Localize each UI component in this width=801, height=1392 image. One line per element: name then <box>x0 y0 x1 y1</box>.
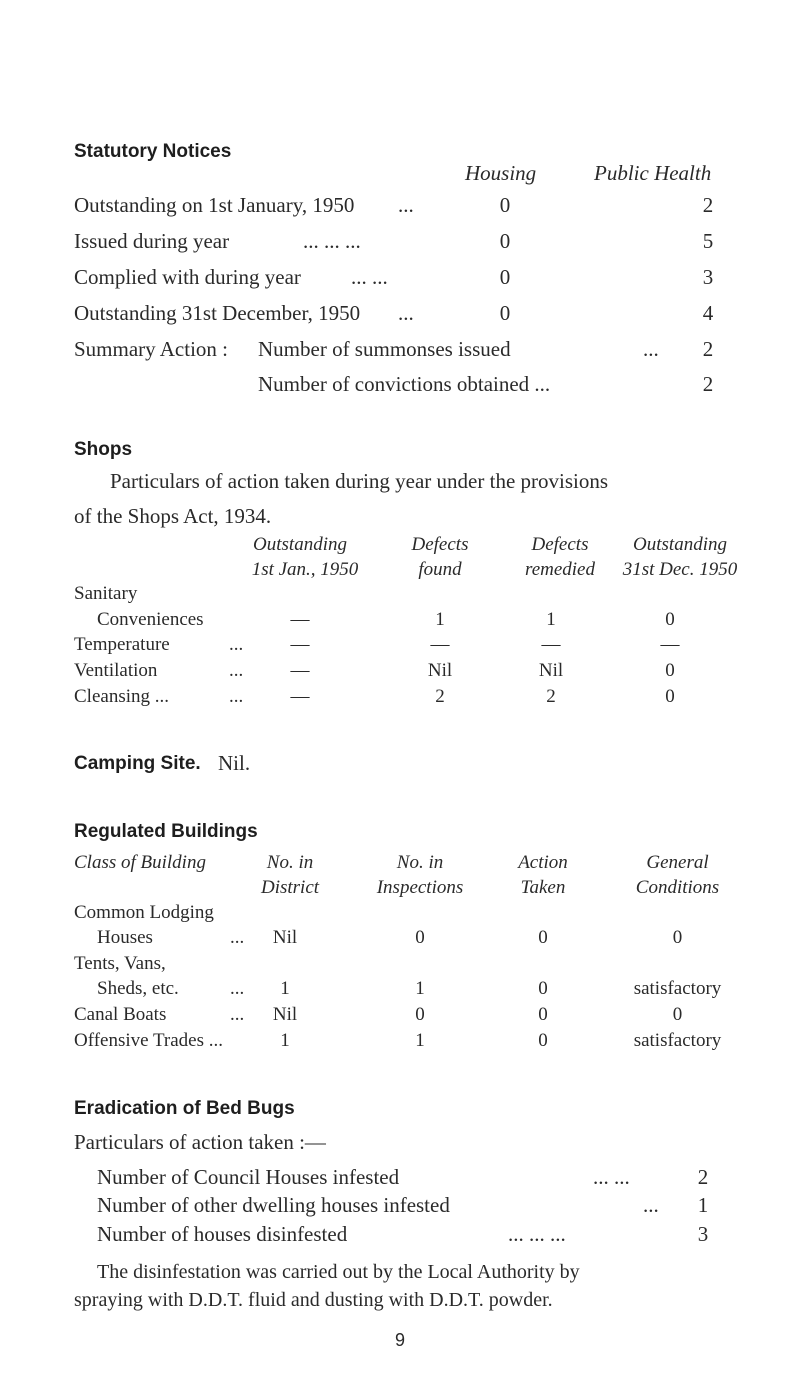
regulated-buildings-heading: Regulated Buildings <box>74 821 258 842</box>
statutory-row-public-health: 2 <box>702 193 714 217</box>
regulated-col-general-header: General <box>646 852 709 873</box>
regulated-row-general: 0 <box>672 1004 683 1025</box>
regulated-row-label: Tents, Vans, <box>74 953 166 974</box>
regulated-col-action-header: Action <box>518 852 568 873</box>
bed-bugs-row-label: Number of other dwelling houses infested <box>97 1193 450 1217</box>
bed-bugs-row-value: 1 <box>697 1193 709 1217</box>
shops-row-outstanding-dec: 0 <box>665 609 675 630</box>
bed-bugs-heading: Eradication of Bed Bugs <box>74 1098 295 1119</box>
regulated-row-dots: ... <box>230 978 245 999</box>
regulated-row-action: 0 <box>538 978 548 999</box>
bed-bugs-paragraph-line: The disinfestation was carried out by the Local Authority by <box>97 1261 580 1283</box>
shops-row-found: 2 <box>435 686 445 707</box>
shops-sanitary-label: Sanitary <box>74 583 138 604</box>
shops-row-outstanding: — <box>290 686 310 707</box>
shops-col-defects-remedied-header: Defects <box>531 534 589 555</box>
shops-col-outstanding-dec-header: Outstanding <box>633 534 727 555</box>
statutory-notices-heading: Statutory Notices <box>74 141 232 162</box>
regulated-row-inspections: 1 <box>415 978 425 999</box>
bed-bugs-paragraph-line: spraying with D.D.T. fluid and dusting with D.D.T. powder. <box>74 1289 553 1311</box>
regulated-row-district: Nil <box>272 927 298 948</box>
public-health-column-header: Public Health <box>594 161 712 185</box>
shops-row-found: Nil <box>427 660 453 681</box>
shops-row-outstanding-dec: — <box>660 634 680 655</box>
regulated-row-label: Sheds, etc. <box>97 978 179 999</box>
housing-column-header: Housing <box>465 161 537 185</box>
regulated-col-class-header: Class of Building <box>74 852 206 873</box>
regulated-row-label: Common Lodging <box>74 902 214 923</box>
regulated-col-district-sub: District <box>260 877 320 898</box>
shops-row-outstanding: — <box>290 634 310 655</box>
statutory-row-dots: ... ... ... <box>303 229 361 253</box>
regulated-row-district: 1 <box>280 1030 290 1051</box>
shops-col-outstanding-jan-date: 1st Jan., 1950 <box>251 559 359 580</box>
convictions-label: Number of convictions obtained ... <box>258 372 551 396</box>
shops-row-remedied: Nil <box>538 660 564 681</box>
bed-bugs-row-label: Number of Council Houses infested <box>97 1165 400 1189</box>
regulated-col-general-sub: Conditions <box>635 877 720 898</box>
statutory-row-dots: ... <box>398 301 414 325</box>
bed-bugs-row-value: 2 <box>697 1165 709 1189</box>
statutory-row-dots: ... <box>398 193 414 217</box>
shops-row-outstanding-dec: 0 <box>665 686 675 707</box>
shops-row-dots: ... <box>229 634 244 655</box>
regulated-row-action: 0 <box>538 927 548 948</box>
statutory-row-housing: 0 <box>499 265 511 289</box>
regulated-row-inspections: 0 <box>415 927 425 948</box>
bed-bugs-row-dots: ... ... ... <box>508 1222 566 1246</box>
shops-paragraph-line: Particulars of action taken during year under the provisions <box>110 469 609 493</box>
shops-row-dots: ... <box>229 686 244 707</box>
shops-row-found: — <box>430 634 450 655</box>
shops-row-outstanding: — <box>290 609 310 630</box>
regulated-row-inspections: 1 <box>415 1030 425 1051</box>
bed-bugs-row-dots: ... ... <box>593 1165 630 1189</box>
statutory-row-public-health: 5 <box>702 229 714 253</box>
regulated-row-general: satisfactory <box>633 978 722 999</box>
regulated-row-action: 0 <box>538 1030 548 1051</box>
shops-row-remedied: 2 <box>546 686 556 707</box>
shops-row-label: Cleansing ... <box>74 686 169 707</box>
regulated-row-label: Canal Boats <box>74 1004 167 1025</box>
statutory-row-label: Outstanding on 1st January, 1950 <box>74 193 355 217</box>
regulated-col-action-sub: Taken <box>520 877 566 898</box>
statutory-row-housing: 0 <box>499 229 511 253</box>
regulated-row-dots: ... <box>230 927 245 948</box>
regulated-col-district-header: No. in <box>266 852 314 873</box>
regulated-row-general: satisfactory <box>633 1030 722 1051</box>
shops-row-label: Ventilation <box>74 660 158 681</box>
regulated-row-district: Nil <box>272 1004 298 1025</box>
statutory-row-housing: 0 <box>499 301 511 325</box>
regulated-col-inspections-header: No. in <box>396 852 444 873</box>
shops-row-label: Conveniences <box>97 609 204 630</box>
regulated-col-inspections-sub: Inspections <box>376 877 464 898</box>
statutory-row-label: Complied with during year <box>74 265 301 289</box>
regulated-row-label: Offensive Trades ... <box>74 1030 224 1051</box>
statutory-row-label: Issued during year <box>74 229 230 253</box>
regulated-row-label: Houses <box>97 927 153 948</box>
shops-col-outstanding-jan-header: Outstanding <box>253 534 347 555</box>
shops-row-found: 1 <box>435 609 445 630</box>
statutory-row-public-health: 4 <box>702 301 714 325</box>
statutory-row-label: Outstanding 31st December, 1950 <box>74 301 361 325</box>
summonses-value: 2 <box>702 337 714 361</box>
summonses-dots: ... <box>643 337 659 361</box>
shops-row-label: Temperature <box>74 634 170 655</box>
camping-site-heading: Camping Site. <box>74 753 201 774</box>
summary-action-label: Summary Action : <box>74 337 228 361</box>
statutory-row-housing: 0 <box>499 193 511 217</box>
regulated-row-action: 0 <box>538 1004 548 1025</box>
camping-site-value: Nil. <box>218 751 251 775</box>
shops-col-defects-remedied-sub: remedied <box>525 559 595 580</box>
shops-col-outstanding-dec-date: 31st Dec. 1950 <box>622 559 738 580</box>
regulated-row-district: 1 <box>280 978 290 999</box>
shops-row-outstanding-dec: 0 <box>665 660 675 681</box>
shops-row-outstanding: — <box>290 660 310 681</box>
shops-row-remedied: — <box>541 634 561 655</box>
summonses-label: Number of summonses issued <box>258 337 511 361</box>
shops-paragraph-line: of the Shops Act, 1934. <box>74 504 272 528</box>
regulated-row-inspections: 0 <box>415 1004 425 1025</box>
bed-bugs-intro: Particulars of action taken :— <box>74 1130 326 1154</box>
statutory-row-public-health: 3 <box>702 265 714 289</box>
bed-bugs-row-label: Number of houses disinfested <box>97 1222 348 1246</box>
bed-bugs-row-dots: ... <box>643 1193 659 1217</box>
bed-bugs-row-value: 3 <box>697 1222 709 1246</box>
convictions-value: 2 <box>702 372 714 396</box>
regulated-row-general: 0 <box>672 927 683 948</box>
regulated-row-dots: ... <box>230 1004 245 1025</box>
shops-heading: Shops <box>74 439 133 460</box>
statutory-row-dots: ... ... <box>351 265 388 289</box>
shops-row-dots: ... <box>229 660 244 681</box>
shops-row-remedied: 1 <box>546 609 556 630</box>
page-number: 9 <box>394 1330 405 1350</box>
shops-col-defects-found-sub: found <box>418 559 462 580</box>
shops-col-defects-found-header: Defects <box>411 534 469 555</box>
